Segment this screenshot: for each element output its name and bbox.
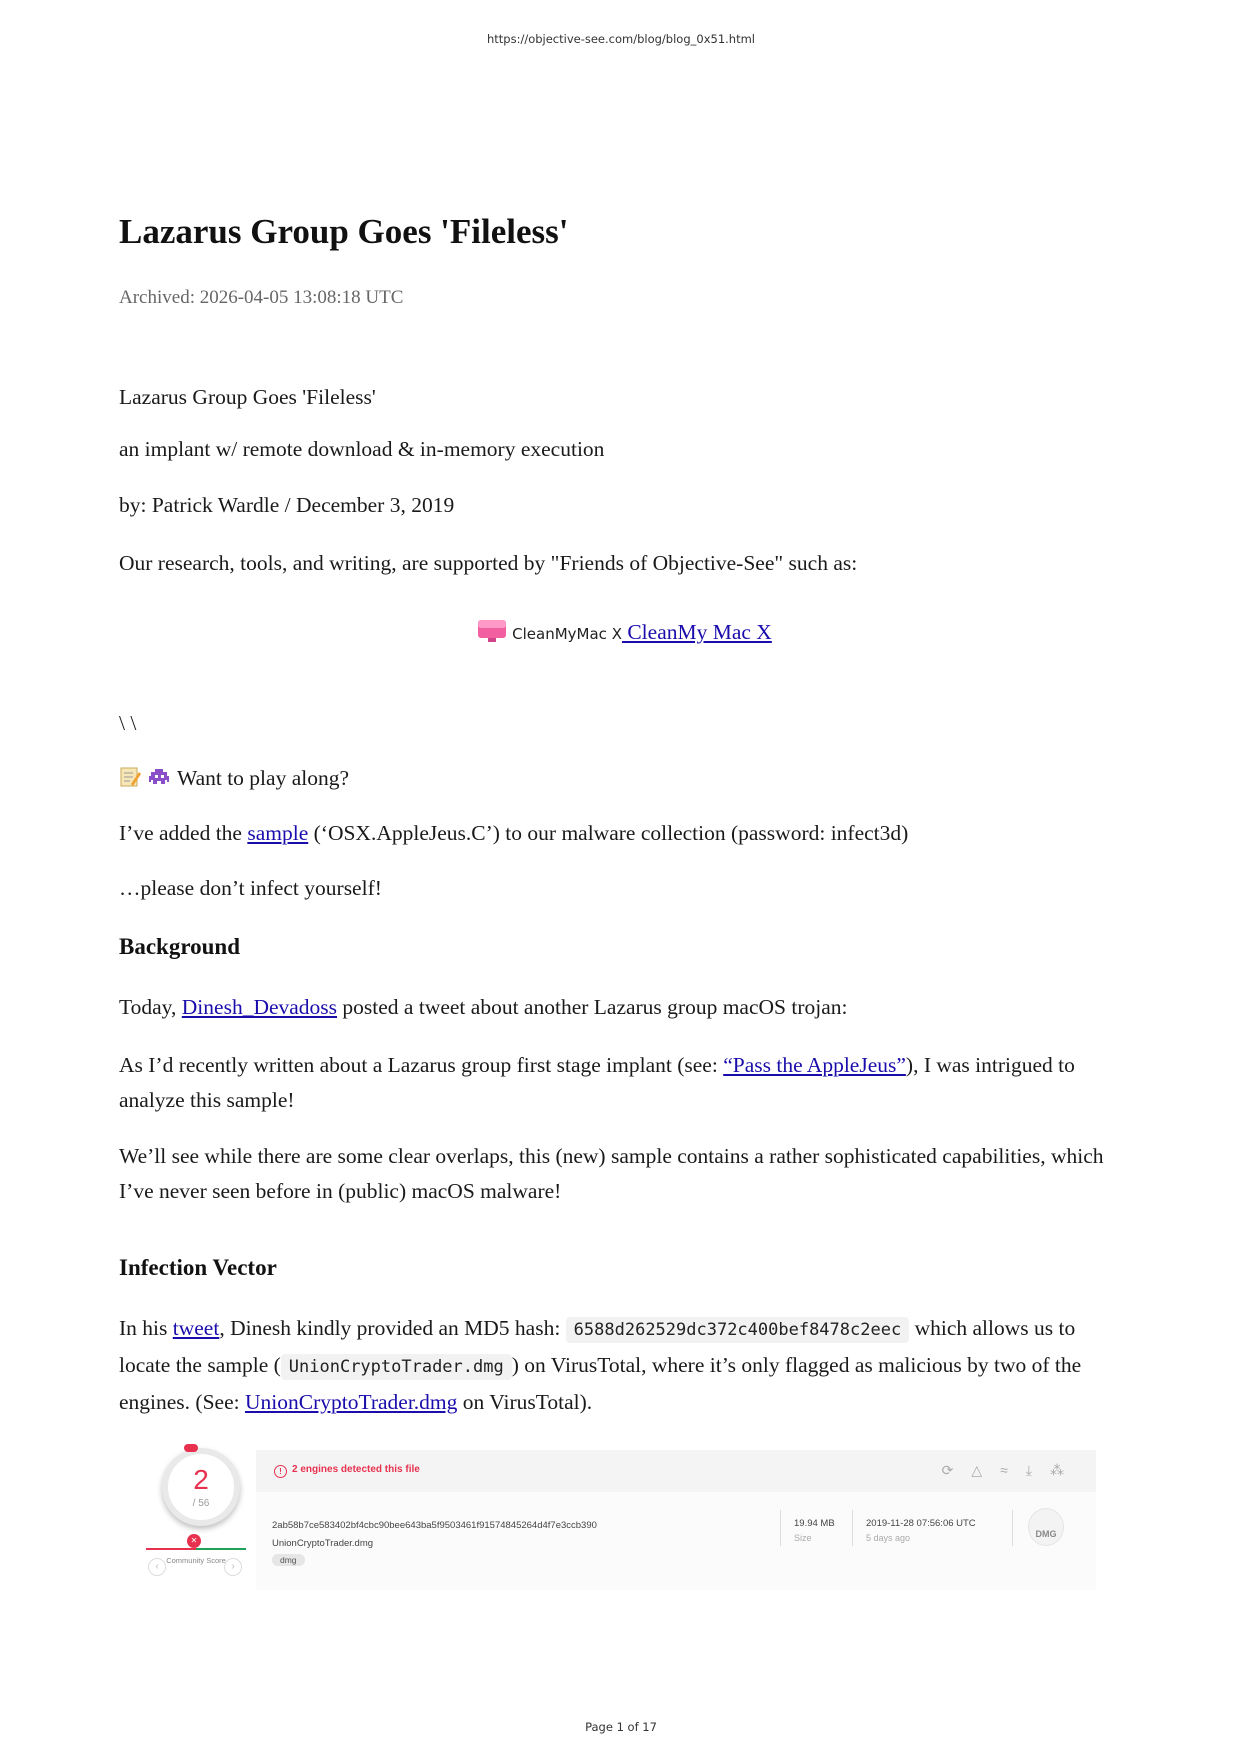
dinesh-devadoss-link[interactable]: Dinesh_Devadoss	[181, 995, 338, 1019]
compare-icon[interactable]: ≈	[1000, 1462, 1026, 1478]
recent-paragraph: As I’d recently written about a Lazarus group first stage implant (see: “Pass the AppleJeus”), I was intrigued to analyze this sample!	[119, 1053, 1075, 1112]
page-number: Page 1 of 17	[585, 1720, 657, 1734]
play-along-text: Want to play along?	[177, 766, 350, 790]
cleanmymac-icon	[476, 618, 508, 650]
article-subtitle: an implant w/ remote download & in-memory execution	[119, 437, 605, 461]
alert-icon: !	[274, 1465, 287, 1478]
sponsor-row	[119, 618, 1129, 650]
page-url: https://objective-see.com/blog/blog_0x51.html	[486, 32, 755, 46]
archived-timestamp: Archived: 2026-04-05 13:08:18 UTC	[119, 287, 404, 308]
cleanmymac-logo-text: CleanMyMac X	[512, 625, 622, 643]
virustotal-screenshot	[140, 1444, 1100, 1594]
reanalyze-icon[interactable]: ⟳	[941, 1462, 972, 1478]
detection-count: 2	[193, 1464, 209, 1495]
download-icon[interactable]: ⤓	[1025, 1462, 1050, 1478]
support-text: Our research, tools, and writing, are supported by "Friends of Objective-See" such as:	[119, 551, 858, 575]
engine-total: / 56	[192, 1498, 210, 1509]
infection-paragraph: In his tweet, Dinesh kindly provided an MD5 hash: 6588d262529dc372c400bef8478c2eec which allows us to locate the sample ( UnionCryptoTrader.dmg ) on VirusTotal, where it’s only flagged as malicious by two of the engines. (See: UnionCryptoTrader.dmg on VirusTotal).	[119, 1316, 1082, 1414]
memo-icon	[119, 764, 141, 799]
pass-the-applejeus-link[interactable]: “Pass the AppleJeus”	[723, 1053, 906, 1077]
community-score-bar	[146, 1548, 246, 1550]
tweet-link[interactable]: tweet	[172, 1316, 220, 1340]
alien-monster-icon	[147, 764, 171, 799]
detection-ring	[162, 1448, 240, 1526]
file-sha256: 2ab58b7ce583402bf4cbc90bee643ba5f9503461f91574845264d4f7e3ccb390	[272, 1520, 597, 1531]
dmg-file-icon: DMG	[1028, 1508, 1064, 1546]
detection-arc	[184, 1444, 198, 1452]
analysis-date: 2019-11-28 07:56:06 UTC 5 days ago	[866, 1518, 976, 1543]
alert-bar	[256, 1450, 1096, 1492]
community-up-icon[interactable]: ›	[224, 1558, 242, 1576]
backslashes: \ \	[119, 711, 137, 735]
cleanmymac-link[interactable]: CleanMy Mac X	[621, 619, 772, 644]
similar-icon[interactable]: △	[971, 1462, 1001, 1478]
article-heading: Lazarus Group Goes 'Fileless'	[119, 385, 376, 409]
file-size: 19.94 MB Size	[794, 1518, 835, 1543]
overlaps-paragraph: We’ll see while there are some clear overlaps, this (new) sample contains a rather sophisticated capabilities, which I’ve never seen before in (public) macOS malware!	[119, 1144, 1104, 1203]
heading-infection-vector: Infection Vector	[119, 1255, 277, 1280]
file-tag[interactable]: dmg	[272, 1554, 305, 1566]
page-title: Lazarus Group Goes 'Fileless'	[119, 212, 569, 251]
warning-text: …please don’t infect yourself!	[119, 876, 382, 900]
file-name: UnionCryptoTrader.dmg	[272, 1538, 374, 1549]
sample-filename: UnionCryptoTrader.dmg	[281, 1354, 512, 1380]
play-along	[119, 761, 1129, 799]
file-summary-panel	[256, 1450, 1096, 1590]
byline: by: Patrick Wardle / December 3, 2019	[119, 493, 455, 517]
detection-alert: ! 2 engines detected this file	[274, 1464, 420, 1478]
divider	[852, 1510, 853, 1546]
detection-gauge	[140, 1444, 260, 1584]
heading-background: Background	[119, 934, 241, 959]
community-score-label: Community Score	[166, 1556, 226, 1565]
divider	[780, 1510, 781, 1546]
today-paragraph: Today, Dinesh_Devadoss posted a tweet about another Lazarus group macOS trojan:	[119, 995, 848, 1019]
sample-link[interactable]: sample	[247, 821, 309, 845]
sample-paragraph: I’ve added the sample (‘OSX.AppleJeus.C’) to our malware collection (password: infect3d)	[119, 821, 909, 845]
community-down-icon[interactable]: ‹	[148, 1558, 166, 1576]
md5-hash: 6588d262529dc372c400bef8478c2eec	[566, 1317, 910, 1343]
graph-icon[interactable]: ⁂	[1050, 1462, 1082, 1478]
virustotal-link[interactable]: UnionCryptoTrader.dmg	[244, 1390, 458, 1414]
divider	[1012, 1510, 1013, 1546]
community-pin-icon: ✕	[187, 1534, 201, 1548]
action-icons	[942, 1462, 1082, 1479]
